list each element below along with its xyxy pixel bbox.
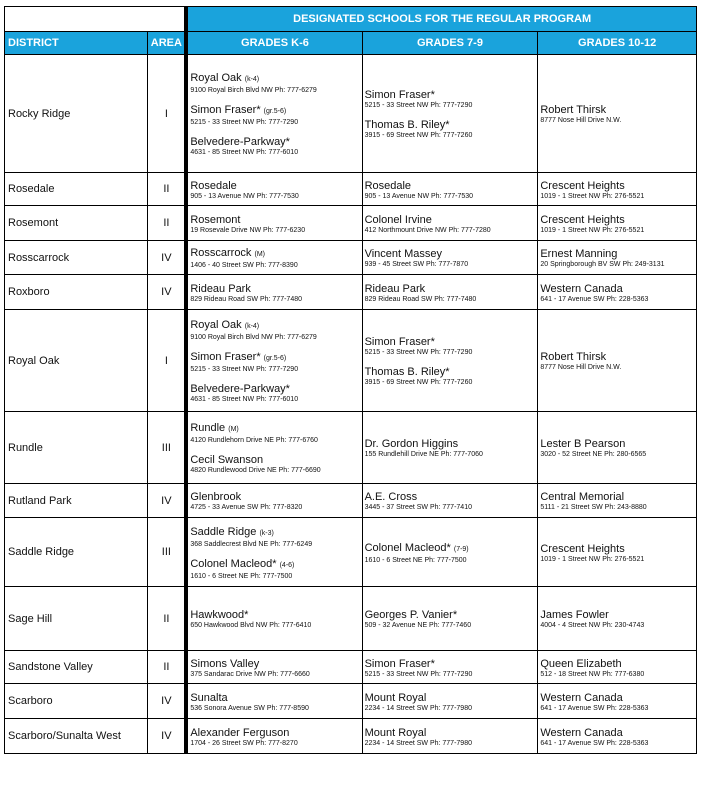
school-name-line xyxy=(540,283,694,295)
school-entry xyxy=(365,542,536,565)
school-name-line xyxy=(190,526,359,540)
school-name: Georges P. Vanier* xyxy=(364,609,458,621)
school-entry xyxy=(540,104,694,125)
school-entry xyxy=(190,72,359,95)
school-address: 375 Sandarac Drive NW Ph: 777-6660 xyxy=(190,670,310,678)
school-name-line xyxy=(190,727,359,739)
table-row xyxy=(5,518,697,587)
school-entry xyxy=(190,319,359,342)
school-name: Crescent Heights xyxy=(540,213,625,226)
school-entry xyxy=(190,283,359,304)
g1012-school-cell xyxy=(538,275,697,310)
school-name: Alexander Ferguson xyxy=(190,726,290,739)
school-name: Belvedere-Parkway* xyxy=(190,136,290,148)
school-name-line xyxy=(190,454,359,466)
school-name: Glenbrook xyxy=(190,491,242,503)
k6-school-cell xyxy=(186,412,362,484)
school-name: A.E. Cross xyxy=(364,491,418,503)
school-name: Thomas B. Riley* xyxy=(364,366,450,378)
school-name-line xyxy=(190,351,359,365)
school-address: 905 - 13 Avenue NW Ph: 777-7530 xyxy=(190,192,299,200)
school-name: Robert Thirsk xyxy=(540,104,607,116)
school-entry xyxy=(190,136,359,157)
school-entry xyxy=(365,438,536,459)
k6-school-cell xyxy=(186,518,362,587)
school-entry xyxy=(190,383,359,404)
banner-blank xyxy=(5,7,187,32)
school-name: Robert Thirsk xyxy=(540,351,607,363)
school-entry xyxy=(190,180,359,201)
school-address: 9100 Royal Birch Blvd NW Ph: 777-6279 xyxy=(190,334,317,341)
school-name-line xyxy=(190,214,359,226)
school-name: Mount Royal xyxy=(364,726,427,739)
district-cell: Rundle xyxy=(5,412,148,484)
school-entry xyxy=(365,491,536,512)
school-address: 641 - 17 Avenue SW Ph: 228-5363 xyxy=(540,295,649,303)
school-name-line xyxy=(365,609,536,621)
area-cell: IV xyxy=(148,275,186,310)
school-name-line xyxy=(540,491,694,503)
school-address: 5215 - 33 Street NW Ph: 777-7290 xyxy=(190,119,299,126)
school-name-line xyxy=(190,136,359,148)
school-name: Belvedere-Parkway* xyxy=(190,383,290,395)
school-address: 8777 Nose Hill Drive N.W. xyxy=(540,117,622,124)
school-address: 829 Rideau Road SW Ph: 777-7480 xyxy=(190,295,302,303)
school-name: Rideau Park xyxy=(364,282,426,295)
g1012-school-cell xyxy=(538,241,697,275)
school-name-line xyxy=(190,319,359,333)
school-address: 1019 - 1 Street NW Ph: 276-5521 xyxy=(540,555,645,563)
school-name-line xyxy=(365,214,536,226)
district-cell: Rosedale xyxy=(5,173,148,206)
school-address: 155 Rundlehill Drive NE Ph: 777-7060 xyxy=(364,451,483,458)
school-address: 1610 - 6 Street NE Ph: 777-7500 xyxy=(364,556,467,564)
school-address: 509 - 32 Avenue NE Ph: 777-7460 xyxy=(364,622,472,629)
school-entry xyxy=(540,283,694,304)
district-cell: Rosemont xyxy=(5,206,148,241)
banner-row xyxy=(5,7,697,32)
g79-school-cell xyxy=(362,684,538,719)
grades-10-12-header: GRADES 10-12 xyxy=(538,32,697,55)
district-cell: Scarboro/Sunalta West xyxy=(5,719,148,754)
school-entry xyxy=(190,491,359,512)
school-address: 3915 - 69 Street NW Ph: 777-7260 xyxy=(364,132,473,139)
school-address: 641 - 17 Avenue SW Ph: 228-5363 xyxy=(540,704,649,712)
school-entry xyxy=(540,214,694,235)
school-name: Royal Oak xyxy=(190,319,242,331)
school-entry xyxy=(365,248,536,269)
school-name: Simon Fraser* xyxy=(190,351,261,363)
schools-table-wrapper xyxy=(4,6,697,754)
k6-school-cell xyxy=(186,173,362,206)
school-name-line xyxy=(190,247,359,261)
area-cell: I xyxy=(148,310,186,412)
school-address: 412 Northmount Drive NW Ph: 777-7280 xyxy=(364,226,491,234)
school-address: 1019 - 1 Street NW Ph: 276-5521 xyxy=(540,226,645,234)
district-cell: Sandstone Valley xyxy=(5,651,148,684)
school-entry xyxy=(190,247,359,270)
school-name-line xyxy=(540,727,694,739)
school-grade-range: (M) xyxy=(228,426,239,433)
school-name: Central Memorial xyxy=(540,491,625,503)
area-cell: IV xyxy=(148,241,186,275)
school-grade-range: (k-4) xyxy=(244,323,260,330)
g1012-school-cell xyxy=(538,55,697,173)
school-name: Colonel Macleod* xyxy=(364,541,451,554)
school-entry xyxy=(540,248,694,269)
school-name: Simon Fraser* xyxy=(364,89,435,101)
g79-school-cell xyxy=(362,412,538,484)
school-entry xyxy=(365,180,536,201)
g1012-school-cell xyxy=(538,518,697,587)
school-name: James Fowler xyxy=(540,609,609,621)
table-row xyxy=(5,241,697,275)
school-name-line xyxy=(190,180,359,192)
k6-school-cell xyxy=(186,684,362,719)
school-name-line xyxy=(365,89,536,101)
school-name-line xyxy=(540,351,694,363)
area-header: AREA xyxy=(148,32,186,55)
school-entry xyxy=(540,438,694,459)
school-name-line xyxy=(190,104,359,118)
area-cell: IV xyxy=(148,684,186,719)
school-entry xyxy=(190,104,359,127)
school-address: 3445 - 37 Street SW Ph: 777-7410 xyxy=(364,504,472,511)
school-address: 4631 - 85 Street NW Ph: 777-6010 xyxy=(190,149,299,156)
school-entry xyxy=(540,491,694,512)
school-name: Crescent Heights xyxy=(540,179,625,192)
school-address: 19 Rosevale Drive NW Ph: 777-6230 xyxy=(190,226,306,234)
school-name-line xyxy=(365,283,536,295)
table-row xyxy=(5,684,697,719)
school-entry xyxy=(365,658,536,679)
school-address: 5111 - 21 Street SW Ph: 243-8880 xyxy=(540,504,647,511)
school-name-line xyxy=(365,542,536,556)
grades-k6-header: GRADES K-6 xyxy=(186,32,362,55)
school-address: 3915 - 69 Street NW Ph: 777-7260 xyxy=(364,379,473,386)
school-entry xyxy=(540,727,694,748)
area-cell: III xyxy=(148,518,186,587)
school-name-line xyxy=(540,543,694,555)
school-address: 3020 - 52 Street NE Ph: 280-6565 xyxy=(540,451,647,458)
area-cell: II xyxy=(148,173,186,206)
area-cell: IV xyxy=(148,484,186,518)
school-name-line xyxy=(540,692,694,704)
table-row xyxy=(5,719,697,754)
school-name: Colonel Irvine xyxy=(364,213,432,226)
school-name-line xyxy=(540,104,694,116)
table-row xyxy=(5,55,697,173)
g1012-school-cell xyxy=(538,684,697,719)
school-address: 5215 - 33 Street NW Ph: 777-7290 xyxy=(364,670,473,678)
school-entry xyxy=(540,180,694,201)
school-address: 1704 - 26 Street SW Ph: 777-8270 xyxy=(190,739,298,747)
school-grade-range: (M) xyxy=(254,251,265,258)
school-name-line xyxy=(365,658,536,670)
school-entry xyxy=(190,214,359,235)
school-name: Mount Royal xyxy=(364,691,427,704)
school-name: Simon Fraser* xyxy=(364,657,435,670)
g1012-school-cell xyxy=(538,587,697,651)
school-grade-range: (k-4) xyxy=(244,76,260,83)
table-row xyxy=(5,206,697,241)
g1012-school-cell xyxy=(538,484,697,518)
school-address: 2234 - 14 Street SW Ph: 777-7980 xyxy=(364,739,472,747)
school-name: Cecil Swanson xyxy=(190,454,264,466)
school-entry xyxy=(365,336,536,357)
school-address: 9100 Royal Birch Blvd NW Ph: 777-6279 xyxy=(190,87,317,94)
g1012-school-cell xyxy=(538,719,697,754)
school-address: 4725 - 33 Avenue SW Ph: 777-8320 xyxy=(190,504,303,511)
g79-school-cell xyxy=(362,173,538,206)
school-entry xyxy=(190,558,359,581)
district-cell: Sage Hill xyxy=(5,587,148,651)
school-grade-range: (gr.5-6) xyxy=(263,355,287,362)
school-name-line xyxy=(540,438,694,450)
school-entry xyxy=(540,351,694,372)
school-address: 8777 Nose Hill Drive N.W. xyxy=(540,364,622,371)
k6-school-cell xyxy=(186,484,362,518)
school-entry xyxy=(190,454,359,475)
school-name-line xyxy=(190,558,359,572)
school-name-line xyxy=(365,366,536,378)
school-name: Western Canada xyxy=(540,691,623,704)
school-name: Vincent Massey xyxy=(364,248,443,260)
school-grade-range: (k-3) xyxy=(259,529,274,537)
school-name-line xyxy=(190,72,359,86)
district-cell: Rutland Park xyxy=(5,484,148,518)
area-cell: I xyxy=(148,55,186,173)
grades-7-9-header: GRADES 7-9 xyxy=(362,32,538,55)
school-grade-range: (gr.5-6) xyxy=(263,108,287,115)
school-entry xyxy=(190,351,359,374)
g79-school-cell xyxy=(362,241,538,275)
school-name-line xyxy=(540,248,694,260)
school-name-line xyxy=(190,491,359,503)
g79-school-cell xyxy=(362,719,538,754)
school-address: 20 Springborough BV SW Ph: 249-3131 xyxy=(540,261,665,268)
school-name-line xyxy=(365,491,536,503)
school-name-line xyxy=(190,422,359,436)
school-address: 4820 Rundlewood Drive NE Ph: 777-6690 xyxy=(190,467,321,474)
g79-school-cell xyxy=(362,310,538,412)
school-name: Simon Fraser* xyxy=(190,104,261,116)
g79-school-cell xyxy=(362,55,538,173)
school-name: Crescent Heights xyxy=(540,542,625,555)
school-address: 5215 - 33 Street NW Ph: 777-7290 xyxy=(364,102,473,109)
school-name-line xyxy=(540,180,694,192)
school-grade-range: (7-9) xyxy=(453,545,469,553)
school-entry xyxy=(365,692,536,713)
school-entry xyxy=(190,727,359,748)
school-entry xyxy=(365,89,536,110)
school-name-line xyxy=(365,180,536,192)
school-name-line xyxy=(365,727,536,739)
school-entry xyxy=(190,692,359,713)
school-address: 512 - 18 Street NW Ph: 777-6380 xyxy=(540,670,645,678)
school-name: Royal Oak xyxy=(190,72,242,84)
school-name-line xyxy=(365,438,536,450)
school-entry xyxy=(190,658,359,679)
school-address: 5215 - 33 Street NW Ph: 777-7290 xyxy=(190,366,299,373)
school-name: Queen Elizabeth xyxy=(540,657,622,670)
school-name: Rosemont xyxy=(190,213,241,226)
school-name: Sunalta xyxy=(190,691,228,704)
school-address: 1019 - 1 Street NW Ph: 276-5521 xyxy=(540,192,645,200)
school-name: Dr. Gordon Higgins xyxy=(364,438,459,450)
area-cell: II xyxy=(148,651,186,684)
table-row xyxy=(5,275,697,310)
k6-school-cell xyxy=(186,241,362,275)
g79-school-cell xyxy=(362,587,538,651)
school-name: Saddle Ridge xyxy=(190,525,257,538)
district-cell: Roxboro xyxy=(5,275,148,310)
school-name: Ernest Manning xyxy=(540,248,618,260)
g1012-school-cell xyxy=(538,412,697,484)
school-address: 2234 - 14 Street SW Ph: 777-7980 xyxy=(364,704,472,712)
district-cell: Rosscarrock xyxy=(5,241,148,275)
g79-school-cell xyxy=(362,518,538,587)
school-address: 829 Rideau Road SW Ph: 777-7480 xyxy=(364,295,477,303)
area-cell: II xyxy=(148,206,186,241)
school-name: Rosscarrock xyxy=(190,247,252,259)
school-entry xyxy=(190,526,359,549)
school-name-line xyxy=(190,692,359,704)
school-entry xyxy=(365,283,536,304)
school-name: Rundle xyxy=(190,422,226,434)
table-row xyxy=(5,173,697,206)
g79-school-cell xyxy=(362,206,538,241)
k6-school-cell xyxy=(186,310,362,412)
school-name-line xyxy=(540,214,694,226)
school-name-line xyxy=(365,119,536,131)
school-address: 1406 - 40 Street SW Ph: 777-8390 xyxy=(190,262,298,269)
school-name-line xyxy=(190,658,359,670)
school-entry xyxy=(365,119,536,140)
school-name-line xyxy=(190,283,359,295)
district-cell: Rocky Ridge xyxy=(5,55,148,173)
school-address: 1610 - 6 Street NE Ph: 777-7500 xyxy=(190,572,293,580)
school-entry xyxy=(365,366,536,387)
g79-school-cell xyxy=(362,484,538,518)
school-entry xyxy=(190,609,359,630)
g1012-school-cell xyxy=(538,206,697,241)
school-entry xyxy=(540,543,694,564)
school-name: Lester B Pearson xyxy=(540,438,626,450)
school-grade-range: (4-6) xyxy=(279,561,295,569)
school-address: 905 - 13 Avenue NW Ph: 777-7530 xyxy=(364,192,474,200)
g1012-school-cell xyxy=(538,173,697,206)
school-entry xyxy=(365,609,536,630)
school-address: 368 Saddlecrest Blvd NE Ph: 777-6249 xyxy=(190,540,313,548)
school-entry xyxy=(540,658,694,679)
school-entry xyxy=(540,609,694,630)
table-row xyxy=(5,484,697,518)
school-entry xyxy=(190,422,359,445)
school-name: Western Canada xyxy=(540,726,623,739)
k6-school-cell xyxy=(186,587,362,651)
school-address: 650 Hawkwood Blvd NW Ph: 777-6410 xyxy=(190,622,312,629)
school-name-line xyxy=(365,336,536,348)
g79-school-cell xyxy=(362,651,538,684)
k6-school-cell xyxy=(186,651,362,684)
school-name: Simons Valley xyxy=(190,657,260,670)
school-name: Colonel Macleod* xyxy=(190,557,277,570)
district-cell: Royal Oak xyxy=(5,310,148,412)
k6-school-cell xyxy=(186,206,362,241)
table-row xyxy=(5,587,697,651)
area-cell: II xyxy=(148,587,186,651)
k6-school-cell xyxy=(186,55,362,173)
school-name-line xyxy=(365,692,536,704)
banner-title: DESIGNATED SCHOOLS FOR THE REGULAR PROGRAM xyxy=(186,7,696,32)
school-address: 5215 - 33 Street NW Ph: 777-7290 xyxy=(364,349,473,356)
district-cell: Saddle Ridge xyxy=(5,518,148,587)
school-name-line xyxy=(365,248,536,260)
school-address: 4120 Rundlehorn Drive NE Ph: 777-6760 xyxy=(190,437,318,444)
school-name-line xyxy=(540,658,694,670)
area-cell: III xyxy=(148,412,186,484)
school-name: Rosedale xyxy=(364,179,412,192)
school-name-line xyxy=(190,609,359,621)
g79-school-cell xyxy=(362,275,538,310)
district-cell: Scarboro xyxy=(5,684,148,719)
k6-school-cell xyxy=(186,275,362,310)
column-header-row xyxy=(5,32,697,55)
school-name: Hawkwood* xyxy=(190,609,249,621)
school-address: 4631 - 85 Street NW Ph: 777-6010 xyxy=(190,396,299,403)
school-name-line xyxy=(190,383,359,395)
school-address: 641 - 17 Avenue SW Ph: 228-5363 xyxy=(540,739,649,747)
g1012-school-cell xyxy=(538,651,697,684)
school-name: Western Canada xyxy=(540,282,623,295)
school-address: 536 Sonora Avenue SW Ph: 777-8590 xyxy=(190,704,309,712)
table-row xyxy=(5,651,697,684)
district-header: DISTRICT xyxy=(5,32,148,55)
school-name-line xyxy=(540,609,694,621)
school-entry xyxy=(365,214,536,235)
g1012-school-cell xyxy=(538,310,697,412)
school-entry xyxy=(540,692,694,713)
table-row xyxy=(5,412,697,484)
school-name: Rosedale xyxy=(190,179,237,192)
school-entry xyxy=(365,727,536,748)
area-cell: IV xyxy=(148,719,186,754)
school-address: 4004 - 4 Street NW Ph: 230-4743 xyxy=(540,622,645,629)
school-name: Thomas B. Riley* xyxy=(364,119,450,131)
school-address: 939 - 45 Street SW Ph: 777-7870 xyxy=(364,261,469,268)
k6-school-cell xyxy=(186,719,362,754)
table-row xyxy=(5,310,697,412)
schools-table xyxy=(4,6,697,754)
school-name: Rideau Park xyxy=(190,282,251,295)
school-name: Simon Fraser* xyxy=(364,336,435,348)
